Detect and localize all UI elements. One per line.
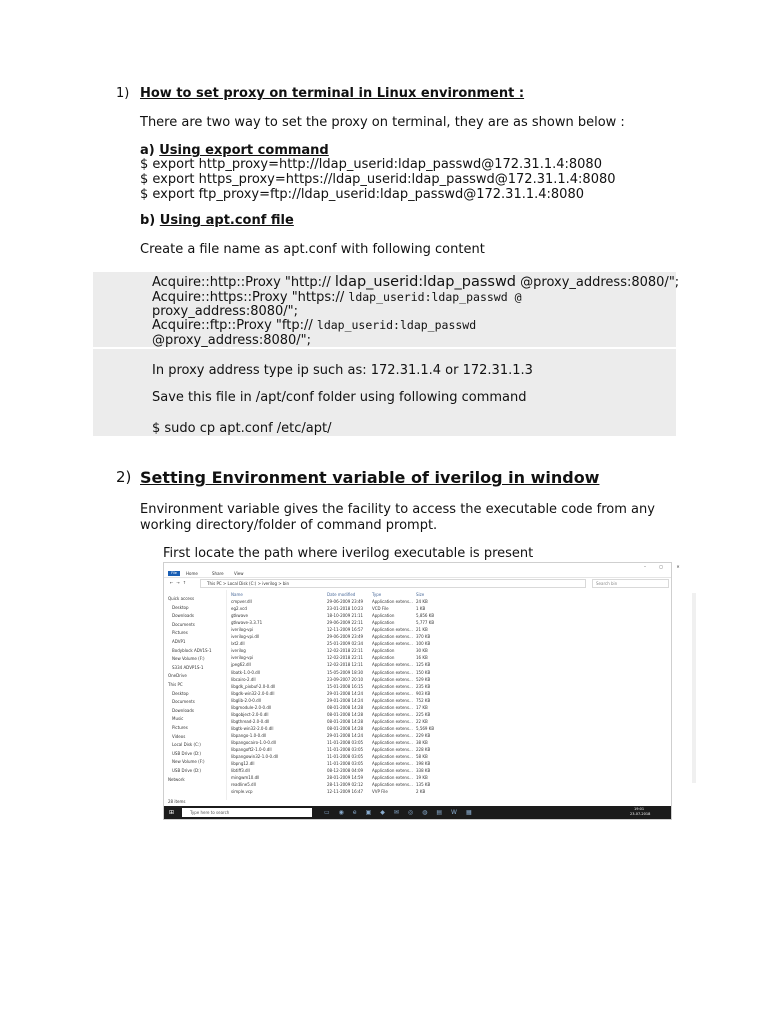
file-size: 5,569 KB [416,725,435,731]
file-size: 370 KB [416,634,431,640]
file-date: 29-01-2008 14:24 [327,732,364,738]
file-size: 58 KB [416,754,428,760]
nav-item[interactable]: Bodyblock ADV1S-1 [172,647,212,653]
file-size: 338 KB [416,768,431,774]
nav-item[interactable]: USB Drive (D:) [172,768,201,773]
taskbar [164,806,671,819]
file-size: 150 KB [416,669,431,675]
file-type: Application extens... [372,775,413,781]
nav-item[interactable]: Pictures [172,630,188,636]
file-name[interactable]: libpng12.dll [231,761,255,767]
section2-para-1: Environment variable gives the facility to access the executable code from any [140,502,655,517]
file-type: Application [372,648,395,654]
file-name[interactable]: libpangocairo-1.0-0.dll [231,740,276,745]
nav-item[interactable]: Music [172,716,184,722]
nav-item[interactable]: Local Disk (C:) [172,742,201,748]
file-date: 28-01-2009 14:59 [327,775,364,781]
ribbon-file-tab[interactable]: File [168,571,180,576]
nav-item[interactable]: USB Drive (D:) [172,750,201,756]
taskbar-app-icons[interactable]: ▭◉e▣◆✉◎◍▤W▦ [324,809,481,816]
nav-item[interactable]: Downloads [172,613,194,619]
nav-item[interactable]: Pictures [172,725,188,730]
file-date: 08-01-2008 14:28 [327,711,364,717]
file-size: 5,777 KB [416,620,435,626]
column-header[interactable]: Type [372,592,382,597]
clock-date: 23-07-2018 [630,812,651,816]
acquire-ftp-line [152,318,476,333]
file-size: 1 KB [416,606,426,612]
file-type: Application extens... [372,697,413,703]
file-date: 12-02-2018 12:11 [327,662,364,668]
file-date: 29-01-2008 14:24 [327,697,364,703]
nav-item[interactable]: This PC [168,682,183,687]
file-type: Application extens... [372,704,413,710]
section2-title: Setting Environment variable of iverilog in window [140,468,600,487]
file-name[interactable]: libtiff3.dll [231,768,250,774]
acquire-http-credentials: ldap_userid:ldap_passwd [334,274,517,290]
export-line-2: $ export https_proxy=https://ldap_userid:ldap_passwd@172.31.1.4:8080 [140,172,616,187]
address-path: This PC > Local Disk (C:) > iverilog > bin [207,581,290,586]
file-size: 903 KB [416,690,431,696]
nav-item[interactable]: New Volume (F:) [172,759,205,765]
file-type: VCD File [372,606,389,612]
column-header[interactable]: Name [231,592,243,597]
section1-intro: There are two way to set the proxy on terminal, they are as shown below : [140,115,625,130]
nav-item[interactable]: Documents [172,621,195,627]
file-size: 17 KB [416,704,428,710]
section2-number: 2) [116,468,132,486]
file-type: Application extens... [372,676,413,682]
file-name[interactable]: libglib-2.0-0.dll [231,697,261,703]
acquire-ftp-prefix: Acquire::ftp::Proxy "ftp:// [152,318,317,333]
file-size: 2 KB [416,789,426,795]
search-placeholder: Search bin [596,581,618,586]
file-date: 28-11-2009 02:12 [327,782,364,788]
file-type: VVP File [372,789,388,795]
column-header[interactable]: Date modified [327,592,356,597]
file-name[interactable]: libgdk-win32-2.0-0.dll [231,690,275,696]
file-size: 19 KB [416,775,428,781]
status-item-count: 28 items [168,799,186,804]
taskbar-search[interactable] [182,808,312,817]
file-name[interactable]: libgthread-2.0-0.dll [231,718,270,724]
sub-a-title: Using export command [159,143,329,158]
section2-para-2: working directory/folder of command prompt. [140,518,438,533]
file-type: Application extens... [372,641,413,647]
acquire-http-prefix: Acquire::http::Proxy "http:// [152,275,335,290]
acquire-https-line [152,290,522,305]
file-date: 12-02-2018 22:11 [327,648,364,654]
acquire-https-credentials: ldap_userid:ldap_passwd @ [348,290,522,304]
address-bar[interactable] [200,579,586,588]
file-type: Application extens... [372,669,413,675]
file-type: Application [372,613,395,619]
file-date: 12-02-2018 22:11 [327,655,364,661]
file-name[interactable]: readline5.dll [231,782,256,788]
file-date: 15-05-2009 18:30 [327,669,364,675]
file-size: 228 KB [416,747,431,753]
file-date: 15-01-2008 16:15 [327,683,364,689]
nav-item[interactable]: Desktop [172,690,189,696]
acquire-ftp-address: @proxy_address:8080/"; [152,333,312,348]
nav-item[interactable]: New Volume (F:) [172,656,205,662]
file-size: 38 KB [416,740,428,745]
file-name[interactable]: jpeg62.dll [231,662,251,668]
file-date: 08-01-2008 14:28 [327,718,364,724]
file-name[interactable]: iverilog-vpi.dll [231,634,260,640]
file-date: 08-01-2008 14:28 [327,725,364,731]
file-name[interactable]: eg2.vcd [231,606,247,612]
file-size: 21 KB [416,627,428,633]
file-size: 529 KB [416,676,431,682]
file-size: 125 KB [416,662,431,668]
section1-title: How to set proxy on terminal in Linux environment : [140,86,525,101]
file-size: 30 KB [416,648,428,654]
file-size: 100 KB [416,641,431,647]
file-name[interactable]: libgmodule-2.0-0.dll [231,704,272,710]
nav-item[interactable]: Desktop [172,604,189,610]
file-explorer-screenshot [163,562,686,820]
nav-item[interactable]: S334 ADVP1S-1 [172,664,204,670]
file-type: Application extens... [372,690,413,696]
file-type: Application extens... [372,662,413,668]
ribbon-share-tab[interactable]: Share [212,571,224,576]
file-name[interactable]: libpangoft2-1.0-0.dll [231,747,272,753]
file-date: 23-09-2007 20:10 [327,676,364,682]
file-size: 16 KB [416,655,428,661]
file-name[interactable]: gtkwave-3.3.71 [231,620,263,626]
section1-number: 1) [116,86,130,101]
acquire-http-line [152,275,679,290]
file-date: 29-06-2009 23:49 [327,634,364,640]
file-size: 229 KB [416,732,431,738]
file-size: 225 KB [416,711,431,717]
file-type: Application extens... [372,683,413,689]
file-name[interactable]: libpango-1.0-0.dll [231,732,267,738]
nav-item[interactable]: OneDrive [168,673,187,679]
file-date: 11-01-2008 03:05 [327,740,364,745]
acquire-http-suffix: @proxy_address:8080/"; [516,275,680,290]
sub-a-prefix: a) [140,143,160,158]
file-date: 08-01-2008 14:28 [327,704,364,710]
sub-b-title: Using apt.conf file [159,213,294,228]
file-name[interactable]: libgtk-win32-2.0-0.dll [231,725,274,731]
sub-a-heading [140,143,329,158]
file-name[interactable]: libatk-1.0-0.dll [231,669,260,675]
nav-item[interactable]: Network [168,776,185,782]
windows-start-icon[interactable]: ⊞ [169,809,175,816]
file-size: 5,856 KB [416,613,435,619]
file-date: 25-01-2009 02:34 [327,641,364,647]
file-size: 198 KB [416,761,431,767]
save-file-hint: Save this file in /apt/conf folder using following command [152,390,527,405]
export-line-1: $ export http_proxy=http://ldap_userid:ldap_passwd@172.31.1.4:8080 [140,157,602,172]
file-name[interactable]: lxt2.dll [231,641,245,647]
nav-item[interactable]: Quick access [168,596,195,601]
file-date: 12-11-2009 16:47 [327,789,364,795]
sub-b-heading [140,213,294,228]
file-date: 29-06-2009 23:49 [327,599,364,604]
file-size: 135 KB [416,782,431,788]
file-size: 24 KB [416,599,428,604]
file-name[interactable]: simple.vcp [231,789,253,795]
file-type: Application extens... [372,725,413,731]
sudo-cp-command: $ sudo cp apt.conf /etc/apt/ [152,421,332,436]
export-line-3: $ export ftp_proxy=ftp://ldap_userid:ldap_passwd@172.31.1.4:8080 [140,187,584,202]
sub-b-prefix: b) [140,213,160,228]
file-size: 752 KB [416,697,431,703]
nav-item[interactable]: ADVP1 [172,639,186,644]
file-date: 18-10-2009 21:11 [327,613,364,619]
file-type: Application [372,655,395,661]
file-type: Application [372,620,395,626]
file-name[interactable]: mingwm10.dll [231,775,260,781]
clock-time: 19:01 [634,807,645,811]
file-date: 08-12-2008 04:09 [327,768,364,774]
file-name[interactable]: libcairo-2.dll [231,676,256,682]
file-type: Application extens... [372,747,413,753]
file-name[interactable]: libgdk_pixbuf-2.0-0.dll [231,683,276,689]
nav-arrows-icon[interactable]: ←→↑ [170,580,190,585]
navigation-pane [164,590,227,800]
file-type: Application extens... [372,627,413,633]
nav-item[interactable]: Downloads [172,707,194,713]
acquire-https-prefix: Acquire::https::Proxy "https:// [152,290,349,305]
file-name[interactable]: iverilog-vpi [231,655,254,661]
file-type: Application extens... [372,768,413,774]
file-size: 22 KB [416,718,428,724]
section2-para-3: First locate the path where iverilog executable is present [163,546,534,561]
acquire-https-address: proxy_address:8080/"; [152,304,299,319]
scrollbar[interactable] [692,593,696,783]
file-name[interactable]: gtkwave [231,613,248,619]
window-controls: – ▢ ✕ [644,564,686,569]
file-type: Application extens... [372,599,413,604]
file-date: 29-01-2008 14:24 [327,690,364,696]
ribbon-home-tab[interactable]: Home [186,571,198,576]
nav-item[interactable]: Documents [172,699,195,705]
file-name[interactable]: libpangowin32-1.0-0.dll [231,754,279,760]
file-date: 12-11-2009 16:57 [327,627,364,633]
nav-item[interactable]: Videos [172,733,186,739]
file-name[interactable]: iverilog-vpi [231,627,254,633]
file-type: Application extens... [372,782,413,788]
file-date: 11-01-2008 03:05 [327,754,364,760]
column-header[interactable]: Size [416,592,425,597]
file-date: 11-01-2008 03:05 [327,747,364,753]
file-type: Application extens... [372,634,413,640]
file-type: Application extens... [372,761,413,767]
create-file-text: Create a file name as apt.conf with following content [140,242,485,257]
taskbar-search-text: Type here to search [190,810,230,815]
ribbon-view-tab[interactable]: View [234,571,244,576]
file-size: 235 KB [416,683,431,689]
file-date: 23-01-2018 10:23 [327,606,364,612]
file-name[interactable]: iverilog [231,648,246,654]
search-box[interactable] [592,579,669,588]
file-type: Application extens... [372,711,413,717]
acquire-ftp-credentials: ldap_userid:ldap_passwd [316,318,477,332]
file-type: Application extens... [372,732,413,738]
file-type: Application extens... [372,718,413,724]
file-name[interactable]: libgobject-2.0-0.dll [231,711,269,717]
proxy-address-hint: In proxy address type ip such as: 172.31.1.4 or 172.31.1.3 [152,363,533,378]
file-date: 11-01-2008 03:05 [327,761,364,767]
file-type: Application extens... [372,754,413,760]
file-date: 29-06-2009 22:11 [327,620,364,626]
file-type: Application extens... [372,740,413,745]
file-name[interactable]: cmpver.dll [231,599,252,604]
